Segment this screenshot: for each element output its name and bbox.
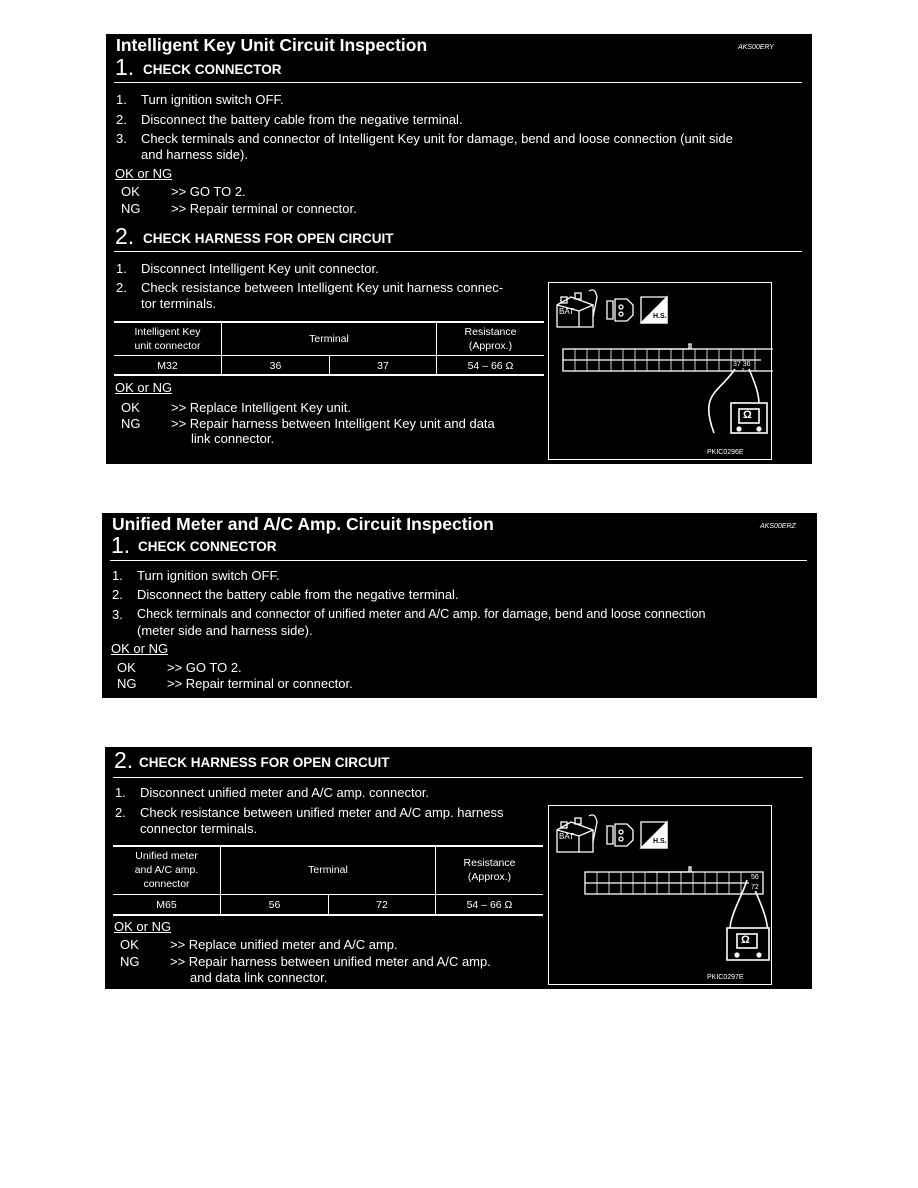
list-item: Turn ignition switch OFF. (141, 92, 284, 107)
list-number: 2. (116, 280, 127, 295)
ng-action: >> Repair harness between Intelligent Key unit and data (171, 416, 495, 431)
table-header-resistance: Resistance (Approx.) (463, 857, 516, 883)
list-item-continued: (meter side and harness side). (137, 623, 313, 638)
table-header-resistance: Resistance (Approx.) (464, 326, 517, 352)
list-number: 2. (112, 587, 123, 602)
ng-action: >> Repair terminal or connector. (167, 676, 353, 691)
list-item: Disconnect the battery cable from the negative terminal. (141, 112, 463, 127)
terminal-pin-56: 56 (751, 874, 759, 881)
panel-unified-meter-inspection (102, 513, 817, 698)
divider (110, 560, 807, 561)
ok-action: >> GO TO 2. (171, 184, 246, 199)
ok-label: OK (120, 937, 139, 952)
ng-action: >> Repair terminal or connector. (171, 201, 357, 216)
reference-code: AKS00ERY (738, 44, 774, 51)
step-heading: CHECK CONNECTOR (138, 539, 277, 554)
table-cell: 54 – 66 Ω (466, 899, 513, 911)
list-item: Turn ignition switch OFF. (137, 568, 280, 583)
terminal-pins-label: 37 36 (733, 361, 751, 368)
list-item: Disconnect Intelligent Key unit connector. (141, 261, 379, 276)
step-heading: CHECK HARNESS FOR OPEN CIRCUIT (139, 755, 390, 770)
section-title: Unified Meter and A/C Amp. Circuit Inspection (112, 514, 494, 534)
list-item-continued: tor terminals. (141, 296, 217, 311)
list-number: 3. (112, 607, 123, 622)
figure-code: PKIC0297E (707, 974, 744, 981)
step-number: 1. (115, 54, 135, 80)
ok-label: OK (121, 184, 140, 199)
table-cell: M32 (157, 360, 178, 372)
list-item-continued: connector terminals. (140, 821, 258, 836)
list-item: Disconnect unified meter and A/C amp. connector. (140, 785, 430, 800)
ok-action: >> GO TO 2. (167, 660, 242, 675)
ok-or-ng-label: OK or NG (115, 380, 173, 395)
step-number: 1. (111, 532, 131, 558)
terminal-pin-72: 72 (751, 884, 759, 891)
table-cell: 36 (269, 360, 282, 372)
ok-or-ng-label: OK or NG (115, 166, 173, 181)
ok-or-ng-label: OK or NG (114, 919, 172, 934)
ok-action: >> Replace unified meter and A/C amp. (170, 937, 398, 952)
list-number: 1. (116, 261, 127, 276)
harness-sign-label: H.S. (653, 313, 667, 320)
ohm-meter-icon: Ω (741, 934, 750, 946)
table-cell: 72 (376, 899, 388, 911)
ng-label: NG (121, 201, 141, 216)
table-cell: 54 – 66 Ω (467, 360, 514, 372)
table-cell: 37 (377, 360, 389, 372)
ng-label: NG (117, 676, 137, 691)
ng-action-continued: link connector. (191, 431, 275, 446)
ng-action: >> Repair harness between unified meter and A/C amp. (170, 954, 491, 969)
divider (114, 251, 802, 252)
resistance-table (114, 321, 544, 376)
list-item-continued: and harness side). (141, 147, 248, 162)
ok-action: >> Replace Intelligent Key unit. (171, 400, 351, 415)
list-number: 2. (116, 112, 127, 127)
ok-or-ng-label: OK or NG (111, 641, 169, 656)
step-heading: CHECK HARNESS FOR OPEN CIRCUIT (143, 231, 394, 246)
list-item: Disconnect the battery cable from the negative terminal. (137, 587, 459, 602)
table-header-terminal: Terminal (309, 333, 349, 345)
panel-intelligent-key-inspection (106, 34, 812, 464)
list-item: Check resistance between Intelligent Key unit harness connec- (141, 280, 504, 295)
list-item: Check resistance between unified meter and A/C amp. harness (140, 805, 504, 820)
table-cell: M65 (156, 899, 177, 911)
table-header-terminal: Terminal (308, 864, 348, 876)
list-number: 2. (115, 805, 126, 820)
list-number: 3. (116, 131, 127, 146)
list-number: 1. (112, 568, 123, 583)
list-number: 1. (115, 785, 126, 800)
table-cell: 56 (268, 899, 281, 911)
list-item: Check terminals and connector of unified meter and A/C amp. for damage, bend and loose connection (137, 607, 706, 621)
panel-harness-open-circuit (105, 747, 812, 989)
resistance-table (113, 845, 543, 916)
reference-code: AKS00ERZ (760, 523, 796, 530)
step-heading: CHECK CONNECTOR (143, 62, 282, 77)
list-number: 1. (116, 92, 127, 107)
figure-code: PKIC0296E (707, 449, 744, 456)
battery-label: BAT (559, 307, 574, 316)
ok-label: OK (121, 400, 140, 415)
ng-label: NG (121, 416, 141, 431)
harness-sign-label: H.S. (653, 838, 667, 845)
divider (114, 82, 802, 83)
step-number: 2. (114, 747, 134, 773)
step-number: 2. (115, 223, 135, 249)
ohm-meter-icon: Ω (743, 409, 752, 421)
ng-action-continued: and data link connector. (190, 970, 328, 985)
table-header-connector: Intelligent Key unit connector (134, 326, 201, 352)
connector-diagram (548, 805, 772, 985)
table-header-connector: Unified meter and A/C amp. connector (134, 850, 199, 890)
list-item: Check terminals and connector of Intelligent Key unit for damage, bend and loose connection (unit side (141, 131, 733, 146)
connector-diagram (548, 282, 772, 460)
section-title: Intelligent Key Unit Circuit Inspection (116, 35, 428, 55)
battery-label: BAT (559, 832, 574, 841)
divider (113, 777, 803, 778)
ok-label: OK (117, 660, 136, 675)
ng-label: NG (120, 954, 140, 969)
